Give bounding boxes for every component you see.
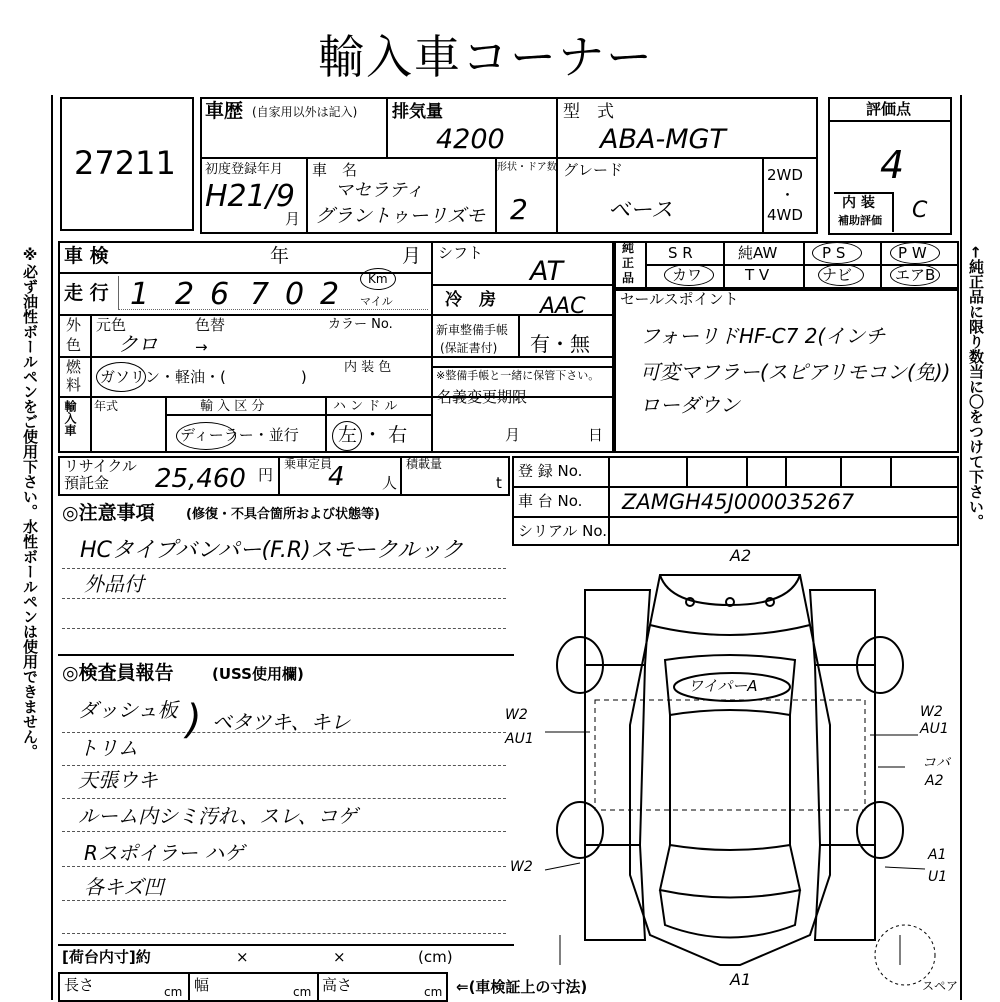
eval-value: 4	[880, 143, 905, 187]
inspector-bracket: )	[186, 697, 202, 743]
maintenance-label-2: (保証書付)	[440, 341, 498, 355]
shape-door-label: 形状・ドア数	[497, 162, 557, 173]
car-name-value-1: マセラティ	[335, 180, 424, 201]
drive-dot: ・	[780, 186, 796, 204]
grade-label: グレード	[563, 161, 624, 179]
notes-line-1: HCタイプバンパー(F.R)スモークルック	[80, 538, 464, 563]
first-reg-value: H21/9	[205, 179, 295, 214]
fuel-label-2: 料	[66, 376, 82, 394]
notes-label: ◎注意事項	[62, 502, 155, 524]
cargo-dim-box	[58, 972, 448, 1002]
inspector-bracket-note: ベタツキ、キレ	[212, 710, 351, 734]
genuine-airbag: エアB	[895, 266, 936, 284]
sales-point-label: セールスポイント	[620, 290, 739, 308]
import-label: 輸入車	[63, 400, 77, 436]
maintenance-note: ※整備手帳と一緒に保管下さい。	[436, 369, 600, 382]
shift-value: AT	[530, 256, 563, 287]
inspector-line-5: Rスポイラー ハゲ	[84, 841, 245, 865]
sales-point-line-2: 可変マフラー(スピアリモコン(免))	[640, 360, 951, 384]
diagram-right-lower-1: A1	[928, 847, 947, 863]
original-color-value: クロ	[118, 332, 158, 356]
sales-point-line-3: ローダウン	[640, 393, 740, 417]
inspector-sub: (USS使用欄)	[212, 665, 304, 683]
sales-point-line-1: フォーリドHF-C7 2(インチ	[640, 324, 886, 348]
inspector-label: ◎検査員報告	[62, 662, 174, 684]
genuine-pw: P W	[898, 244, 927, 262]
original-color-label: 元色	[96, 316, 127, 334]
interior-value: C	[912, 198, 928, 223]
maintenance-label-1: 新車整備手帳	[436, 323, 509, 337]
width-cm: cm	[293, 985, 312, 999]
name-change-label: 名義変更期限	[437, 388, 528, 406]
page-title: 輸入車コーナー	[318, 30, 654, 84]
maintenance-value: 有・無	[530, 332, 590, 356]
eval-label: 評価点	[866, 100, 912, 118]
ac-value: AAC	[540, 294, 586, 319]
diagram-front-mark: A2	[730, 546, 752, 565]
spare-label: スペア	[922, 979, 959, 993]
serial-label: シリアル No.	[518, 522, 608, 540]
interior-label-2: 補助評価	[838, 214, 882, 227]
displacement-value: 4200	[436, 124, 505, 155]
lot-number: 27211	[74, 144, 176, 182]
recycle-label-1: リサイクル	[64, 457, 137, 475]
history-label: 車歴	[205, 100, 244, 122]
color-label-2: 色	[66, 336, 82, 354]
mileage-digit-3: 6	[210, 277, 230, 312]
chassis-value: ZAMGH45J000035267	[622, 490, 855, 514]
shape-door-value: 2	[510, 193, 528, 226]
mileage-digit-4: 7	[250, 277, 270, 312]
genuine-leather: カワ	[672, 266, 703, 284]
height-cm: cm	[424, 985, 443, 999]
inspector-line-2: トリム	[78, 736, 138, 760]
load-unit: t	[496, 474, 502, 492]
inspection-month-unit: 月	[402, 245, 422, 267]
diagram-rear-mark: A1	[730, 970, 752, 989]
diagram-left-upper-2: AU1	[505, 731, 534, 747]
inspector-line-3: 天張ウキ	[78, 768, 158, 792]
inspection-year-unit: 年	[270, 245, 290, 267]
genuine-ps: P S	[822, 244, 846, 262]
genuine-aw: 純AW	[738, 244, 778, 262]
import-class-value: ディーラー・並行	[180, 426, 299, 444]
length-cm: cm	[164, 985, 183, 999]
notes-line-2: 外品付	[84, 572, 144, 596]
ac-label: 冷 房	[445, 290, 496, 310]
name-change-month: 月	[505, 426, 521, 444]
diagram-right-mid-2: A2	[925, 773, 944, 789]
handle-label: ハ ン ド ル	[333, 399, 398, 414]
inspector-line-1: ダッシュ板	[78, 698, 178, 722]
load-label: 積載量	[406, 457, 443, 471]
cargo-note: ⇐(車検証上の寸法)	[456, 978, 588, 996]
genuine-label-3: 品	[622, 271, 635, 285]
name-change-day: 日	[588, 426, 604, 444]
genuine-sr: S R	[668, 244, 693, 262]
first-reg-label: 初度登録年月	[205, 162, 284, 177]
capacity-unit: 人	[382, 474, 398, 492]
diagram-right-lower-2: U1	[928, 869, 948, 885]
recycle-unit: 円	[258, 466, 274, 484]
interior-label-1: 内 装	[842, 195, 875, 211]
genuine-tv: T V	[745, 266, 770, 284]
diagram-right-upper-2: AU1	[920, 721, 949, 737]
mileage-digit-6: 2	[320, 277, 340, 312]
height-label: 高さ	[322, 976, 353, 994]
chassis-label: 車 台 No.	[518, 492, 583, 510]
cargo-unit: (cm)	[418, 948, 453, 966]
genuine-navi: ナビ	[822, 266, 853, 284]
lot-box	[60, 97, 194, 231]
notes-sub: (修復・不具合箇所および状態等)	[186, 507, 380, 522]
diagram-left-lower: W2	[510, 859, 533, 875]
recycle-label-2: 預託金	[64, 474, 110, 492]
car-name-label: 車 名	[312, 161, 358, 179]
displacement-label: 排気量	[392, 102, 443, 122]
car-damage-diagram	[500, 545, 960, 1000]
fuel-value: ガソリン・軽油・( )	[100, 368, 307, 386]
km-label: Km	[368, 272, 388, 286]
diagram-left-upper-1: W2	[505, 707, 528, 723]
changed-color-label: 色替	[195, 316, 226, 334]
drive-4wd: 4WD	[767, 206, 803, 224]
cargo-x1: ×	[236, 948, 249, 966]
mileage-digit-1: 1	[130, 277, 150, 312]
genuine-label-1: 純	[622, 241, 635, 255]
fuel-label-1: 燃	[66, 358, 82, 376]
inspector-line-6: 各キズ凹	[84, 875, 164, 899]
inspection-label: 車 検	[64, 245, 109, 267]
genuine-label-2: 正	[622, 256, 635, 270]
import-class-label: 輸 入 区 分	[200, 399, 265, 414]
length-label: 長さ	[64, 976, 95, 994]
right-side-note: ←純正品に限り数当に〇をつけて下さい。	[967, 246, 985, 529]
color-no-label: カラー No.	[328, 317, 393, 332]
mileage-label: 走 行	[64, 282, 109, 304]
inspector-line-4: ルーム内シミ汚れ、スレ、コゲ	[78, 804, 358, 828]
drive-2wd: 2WD	[767, 166, 803, 184]
mileage-digit-5: 0	[285, 277, 305, 312]
model-value: ABA-MGT	[600, 124, 726, 155]
handle-value: 左 ・ 右	[338, 424, 408, 446]
cargo-label: [荷台内寸]約	[62, 948, 151, 966]
mile-label: マイル	[360, 295, 393, 308]
history-note: (自家用以外は記入)	[252, 105, 358, 119]
grade-value: ベース	[608, 198, 673, 223]
color-label-1: 外	[66, 316, 82, 334]
car-name-value-2: グラントゥーリズモ	[315, 205, 486, 227]
reg-no-label: 登 録 No.	[518, 462, 583, 480]
cargo-x2: ×	[333, 948, 346, 966]
capacity-value: 4	[328, 462, 345, 492]
shift-label: シフト	[438, 244, 484, 262]
capacity-label: 乗車定員	[284, 457, 333, 471]
diagram-right-upper-1: W2	[920, 704, 943, 720]
recycle-value: 25,460	[155, 464, 246, 494]
diagram-wiper: ワイパーA	[688, 677, 758, 695]
interior-color-label: 内 装 色	[344, 360, 392, 375]
color-arrow: →	[195, 338, 208, 356]
left-side-note: ※必ず油性ボールペンをご使用下さい。水性ボールペンは使用できません。	[21, 246, 39, 759]
width-label: 幅	[194, 976, 210, 994]
first-reg-month-unit: 月	[285, 210, 301, 228]
mileage-digit-2: 2	[175, 277, 195, 312]
model-label: 型 式	[563, 102, 614, 122]
diagram-right-mid-1: コバ	[922, 755, 950, 771]
import-year-label: 年式	[94, 399, 119, 413]
